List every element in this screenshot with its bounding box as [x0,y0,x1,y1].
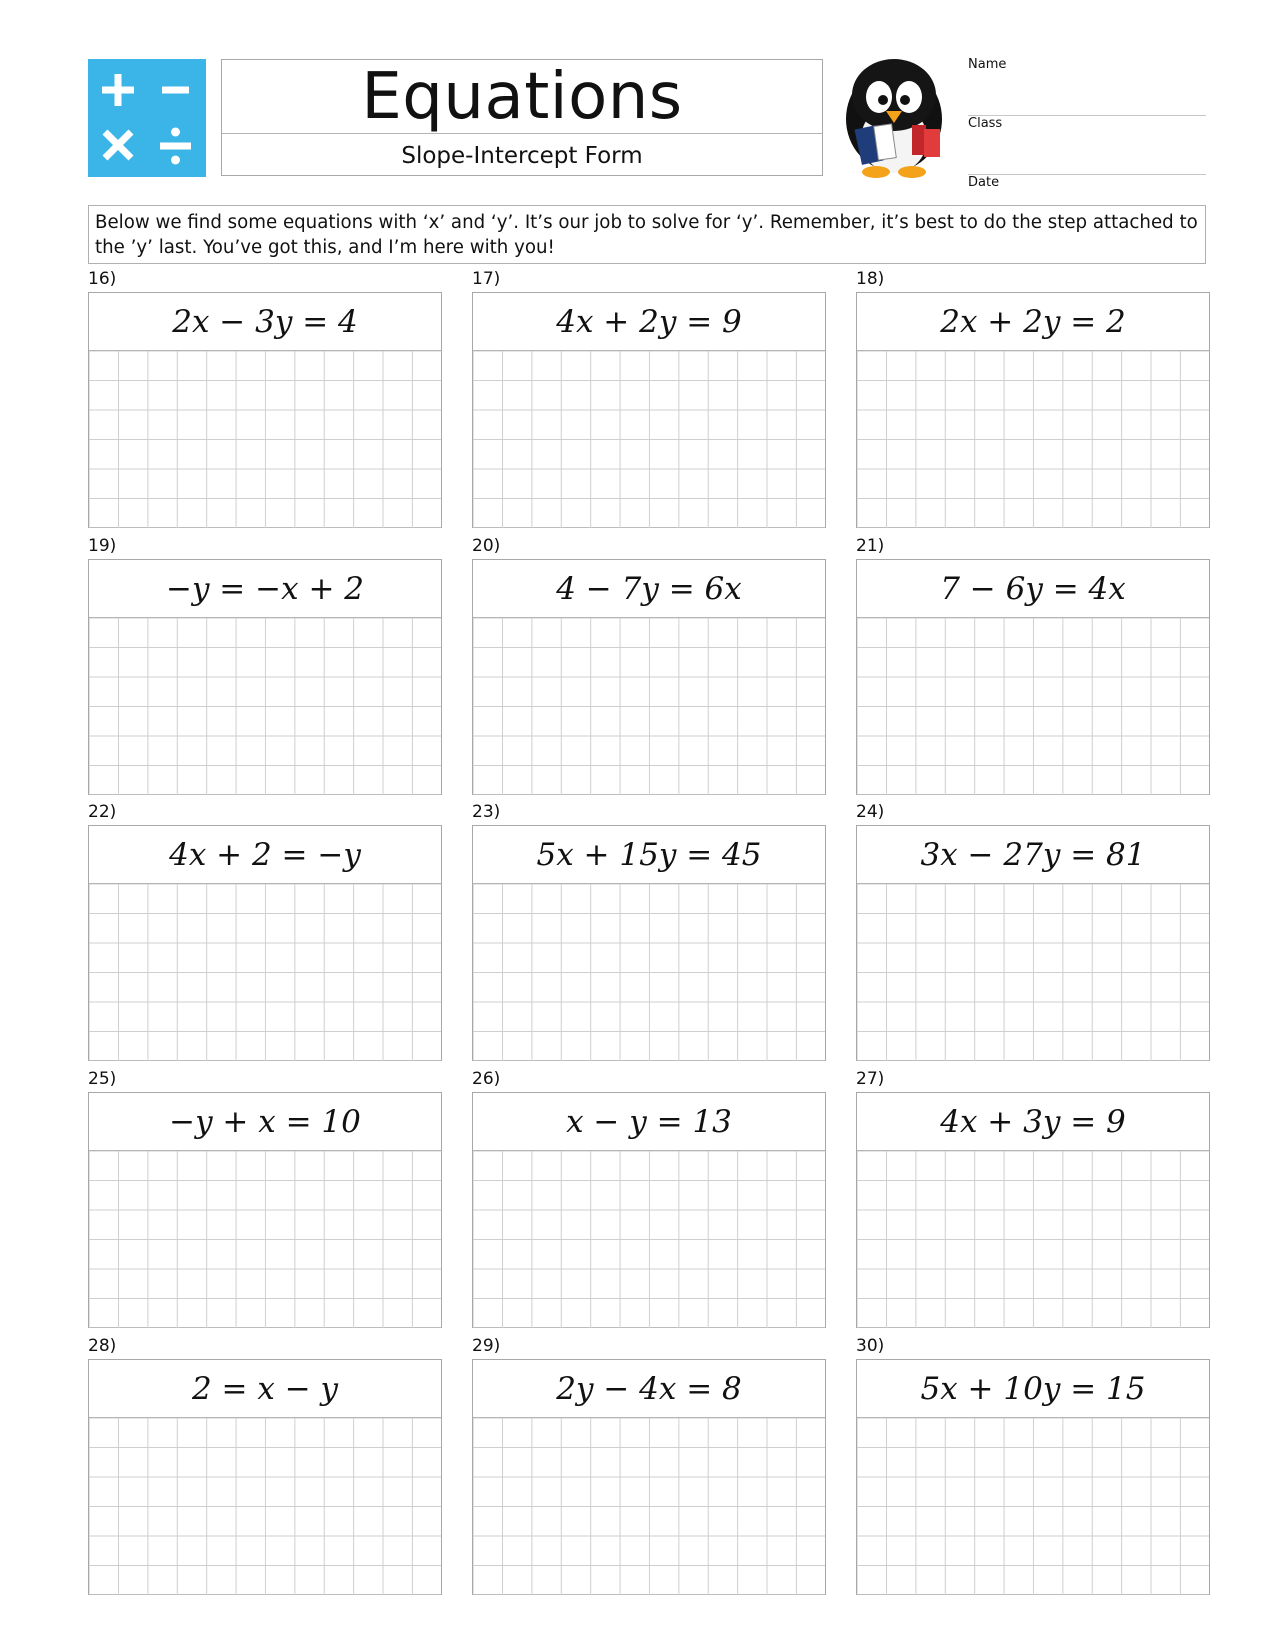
equation: 4x + 2y = 9 [473,293,825,351]
work-grid[interactable] [857,884,1209,1061]
name-label: Name [968,57,1007,72]
equation: 4x + 3y = 9 [857,1093,1209,1151]
math-operators-logo [88,59,206,177]
problem-card [88,269,442,528]
instructions: Below we find some equations with ‘x’ and ‘y’. It’s our job to solve for ‘y’. Remember, it’s best to do the step attached to the ’y’ last. You’ve got this, and I’m here with you! [88,205,1206,264]
equation: 5x + 15y = 45 [473,826,825,884]
equation: 2 = x − y [89,1360,441,1418]
problem-card [472,269,826,528]
equation: 2x − 3y = 4 [89,293,441,351]
work-grid[interactable] [473,884,825,1061]
work-grid[interactable] [473,351,825,528]
problem-card [472,536,826,795]
class-field[interactable] [968,116,1206,175]
work-grid[interactable] [857,618,1209,795]
work-grid[interactable] [473,1151,825,1328]
work-grid[interactable] [857,351,1209,528]
equation: 3x − 27y = 81 [857,826,1209,884]
page-title: Equations [222,60,822,134]
equation: 4 − 7y = 6x [473,560,825,618]
equation: 2y − 4x = 8 [473,1360,825,1418]
problem-number: 29) [472,1336,501,1356]
problem-card [88,1069,442,1328]
work-grid[interactable] [89,618,441,795]
work-grid[interactable] [473,618,825,795]
equation: 2x + 2y = 2 [857,293,1209,351]
work-grid[interactable] [473,1418,825,1595]
problem-number: 16) [88,269,117,289]
math-operators-icon [88,59,206,177]
problem-card [856,1069,1210,1328]
date-label: Date [968,175,1000,190]
problem-number: 17) [472,269,501,289]
problem-number: 24) [856,802,885,822]
problem-number: 26) [472,1069,501,1089]
title-box [221,59,823,176]
work-grid[interactable] [857,1151,1209,1328]
problem-card [472,802,826,1061]
problem-number: 22) [88,802,117,822]
problem-card [856,536,1210,795]
work-grid[interactable] [89,1418,441,1595]
equation: x − y = 13 [473,1093,825,1151]
work-grid[interactable] [89,1151,441,1328]
problem-number: 23) [472,802,501,822]
page-subtitle: Slope-Intercept Form [401,142,643,169]
equation: 7 − 6y = 4x [857,560,1209,618]
problem-card [856,802,1210,1061]
penguin-with-books-icon [836,57,956,180]
equation: −y = −x + 2 [89,560,441,618]
problem-number: 30) [856,1336,885,1356]
problem-card [472,1069,826,1328]
name-field[interactable] [968,57,1206,116]
problem-number: 20) [472,536,501,556]
equation: 5x + 10y = 15 [857,1360,1209,1418]
problem-number: 19) [88,536,117,556]
work-grid[interactable] [857,1418,1209,1595]
work-grid[interactable] [89,351,441,528]
problem-number: 27) [856,1069,885,1089]
problem-number: 25) [88,1069,117,1089]
problem-number: 28) [88,1336,117,1356]
problem-number: 18) [856,269,885,289]
problem-card [856,1336,1210,1595]
problem-card [88,1336,442,1595]
penguin-mascot [836,57,956,180]
problem-card [472,1336,826,1595]
equation: −y + x = 10 [89,1093,441,1151]
problem-card [88,802,442,1061]
work-grid[interactable] [89,884,441,1061]
problem-card [88,536,442,795]
problem-number: 21) [856,536,885,556]
problem-card [856,269,1210,528]
equation: 4x + 2 = −y [89,826,441,884]
class-label: Class [968,116,1003,131]
